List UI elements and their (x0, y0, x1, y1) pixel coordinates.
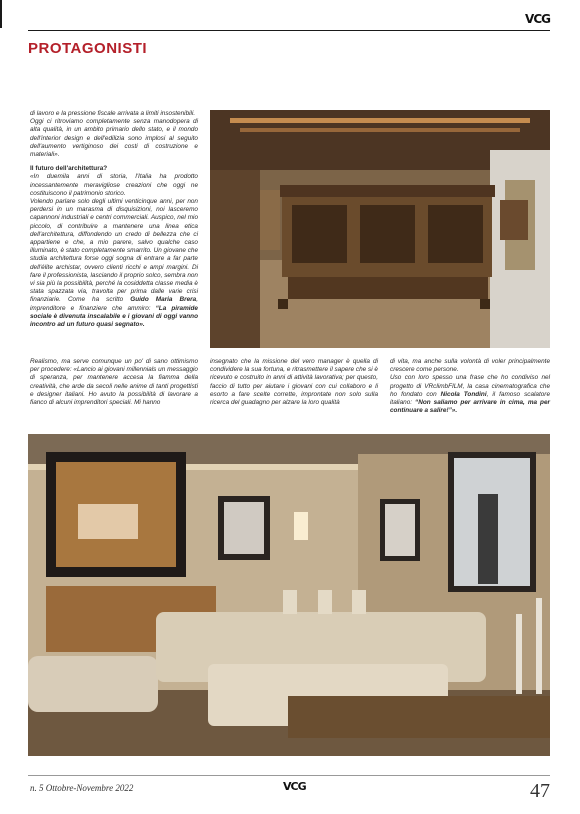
article-column-left-bottom (30, 358, 198, 407)
article-column-middle (210, 358, 378, 407)
page-number: 47 (530, 780, 550, 802)
magazine-logo-footer: VCG (283, 780, 306, 793)
article-column-right (390, 358, 550, 415)
paragraph: Realismo, ma serve comunque un po' di sano ottimismo per procedere: «Lancio ai giovani millennials un messaggio di speranza, per mantenere accesa la fiamma della creatività, che arde da secoli nelle anime di tanti progettisti e designer italiani. Ho avuto la possibilità di lavorare a fianco di alcuni imprenditori speciali. Mi hanno (30, 358, 198, 407)
article-column-left-top (30, 110, 198, 329)
paragraph (390, 374, 550, 415)
person-name: Nicola Tondini (440, 390, 487, 398)
section-title: PROTAGONISTI (28, 40, 148, 57)
pull-quote: “La piramide sociale è divenuta inscalabile e i giovani di oggi vanno incontro ad un futuro quasi segnato». (30, 304, 198, 329)
text-span: Volendo parlare solo degli ultimi venticinque anni, per non perdersi in un marasma di disquisizioni, noi lasceremo capannoni industriali e centri commerciali. Auspico, nel mio piccolo, di contribuire a mantenere una linea etica dell'architettura, diffondendo un credo di bellezza che ci appartiene e che, a mio parere, salvo qualche caso illuminato, è stato completamente smarrito. Un giovane che studia architettura forse oggi sogna di entrare a far parte dell'élite archistar, ovvero clienti ricchi e ampi margini. Di fare il professionista, lasciando il proprio solco, sembra non vi sia più la possibilità, perché la cosiddetta classe media è stata spazzata via, travolta per prima dalle varie crisi finanziarie. Come ha scritto (30, 198, 199, 304)
issue-info: n. 5 Ottobre-Novembre 2022 (30, 783, 134, 793)
paragraph: «In duemila anni di storia, l'Italia ha prodotto incessantemente meravigliose creazioni che oggi ne costituiscono il patrimonio storico. (30, 173, 198, 197)
photo-antique-chest (210, 110, 550, 348)
paragraph: Oggi ci ritroviamo completamente senza manodopera di alta qualità, in un ambito primario dello stato, e il mondo dell'interior design e dell'edilizia sono implosi al seguito dell'aumento vertiginoso dei costi di costruzione e materiali». (30, 118, 198, 159)
paragraph: insegnato che la missione del vero manager è quella di condividere la sua fortuna, e ritrasmettere il sapere che si è ricevuto e costruito in anni di attività lavorativa; per questo, faccio di tutto per aiutare i giovani con cui collaboro e li esorto a fare scelte corrette, improntate non solo sulla ricerca del guadagno per alzare la loro qualità (210, 358, 378, 407)
pull-quote: “Non saliamo per arrivare in cima, ma per continuare a salire!”». (390, 399, 550, 415)
magazine-logo: VCG (525, 12, 550, 26)
text-span: , imprenditore e finanziere che ammiro: (30, 296, 198, 312)
text-span: Uso con loro spesso una frase che ho condiviso nel progetto di VRclimbFILM, la casa cinematografica che ho fondato con (390, 374, 550, 398)
subheading: Il futuro dell'architettura? (30, 165, 108, 173)
paragraph: di vita, ma anche sulla volontà di voler principalmente crescere come persone. (390, 358, 550, 374)
header-rule (28, 30, 550, 31)
person-name: Guido Maria Brera (130, 296, 197, 304)
paragraph (30, 198, 198, 329)
footer-rule (28, 775, 550, 776)
text-span: , il famoso scalatore italiano: (390, 390, 550, 407)
photo-living-room (28, 434, 550, 756)
paragraph: di lavoro e la pressione fiscale arrivata a limiti insostenibili. (30, 110, 196, 117)
header-accent-bar (0, 0, 2, 28)
